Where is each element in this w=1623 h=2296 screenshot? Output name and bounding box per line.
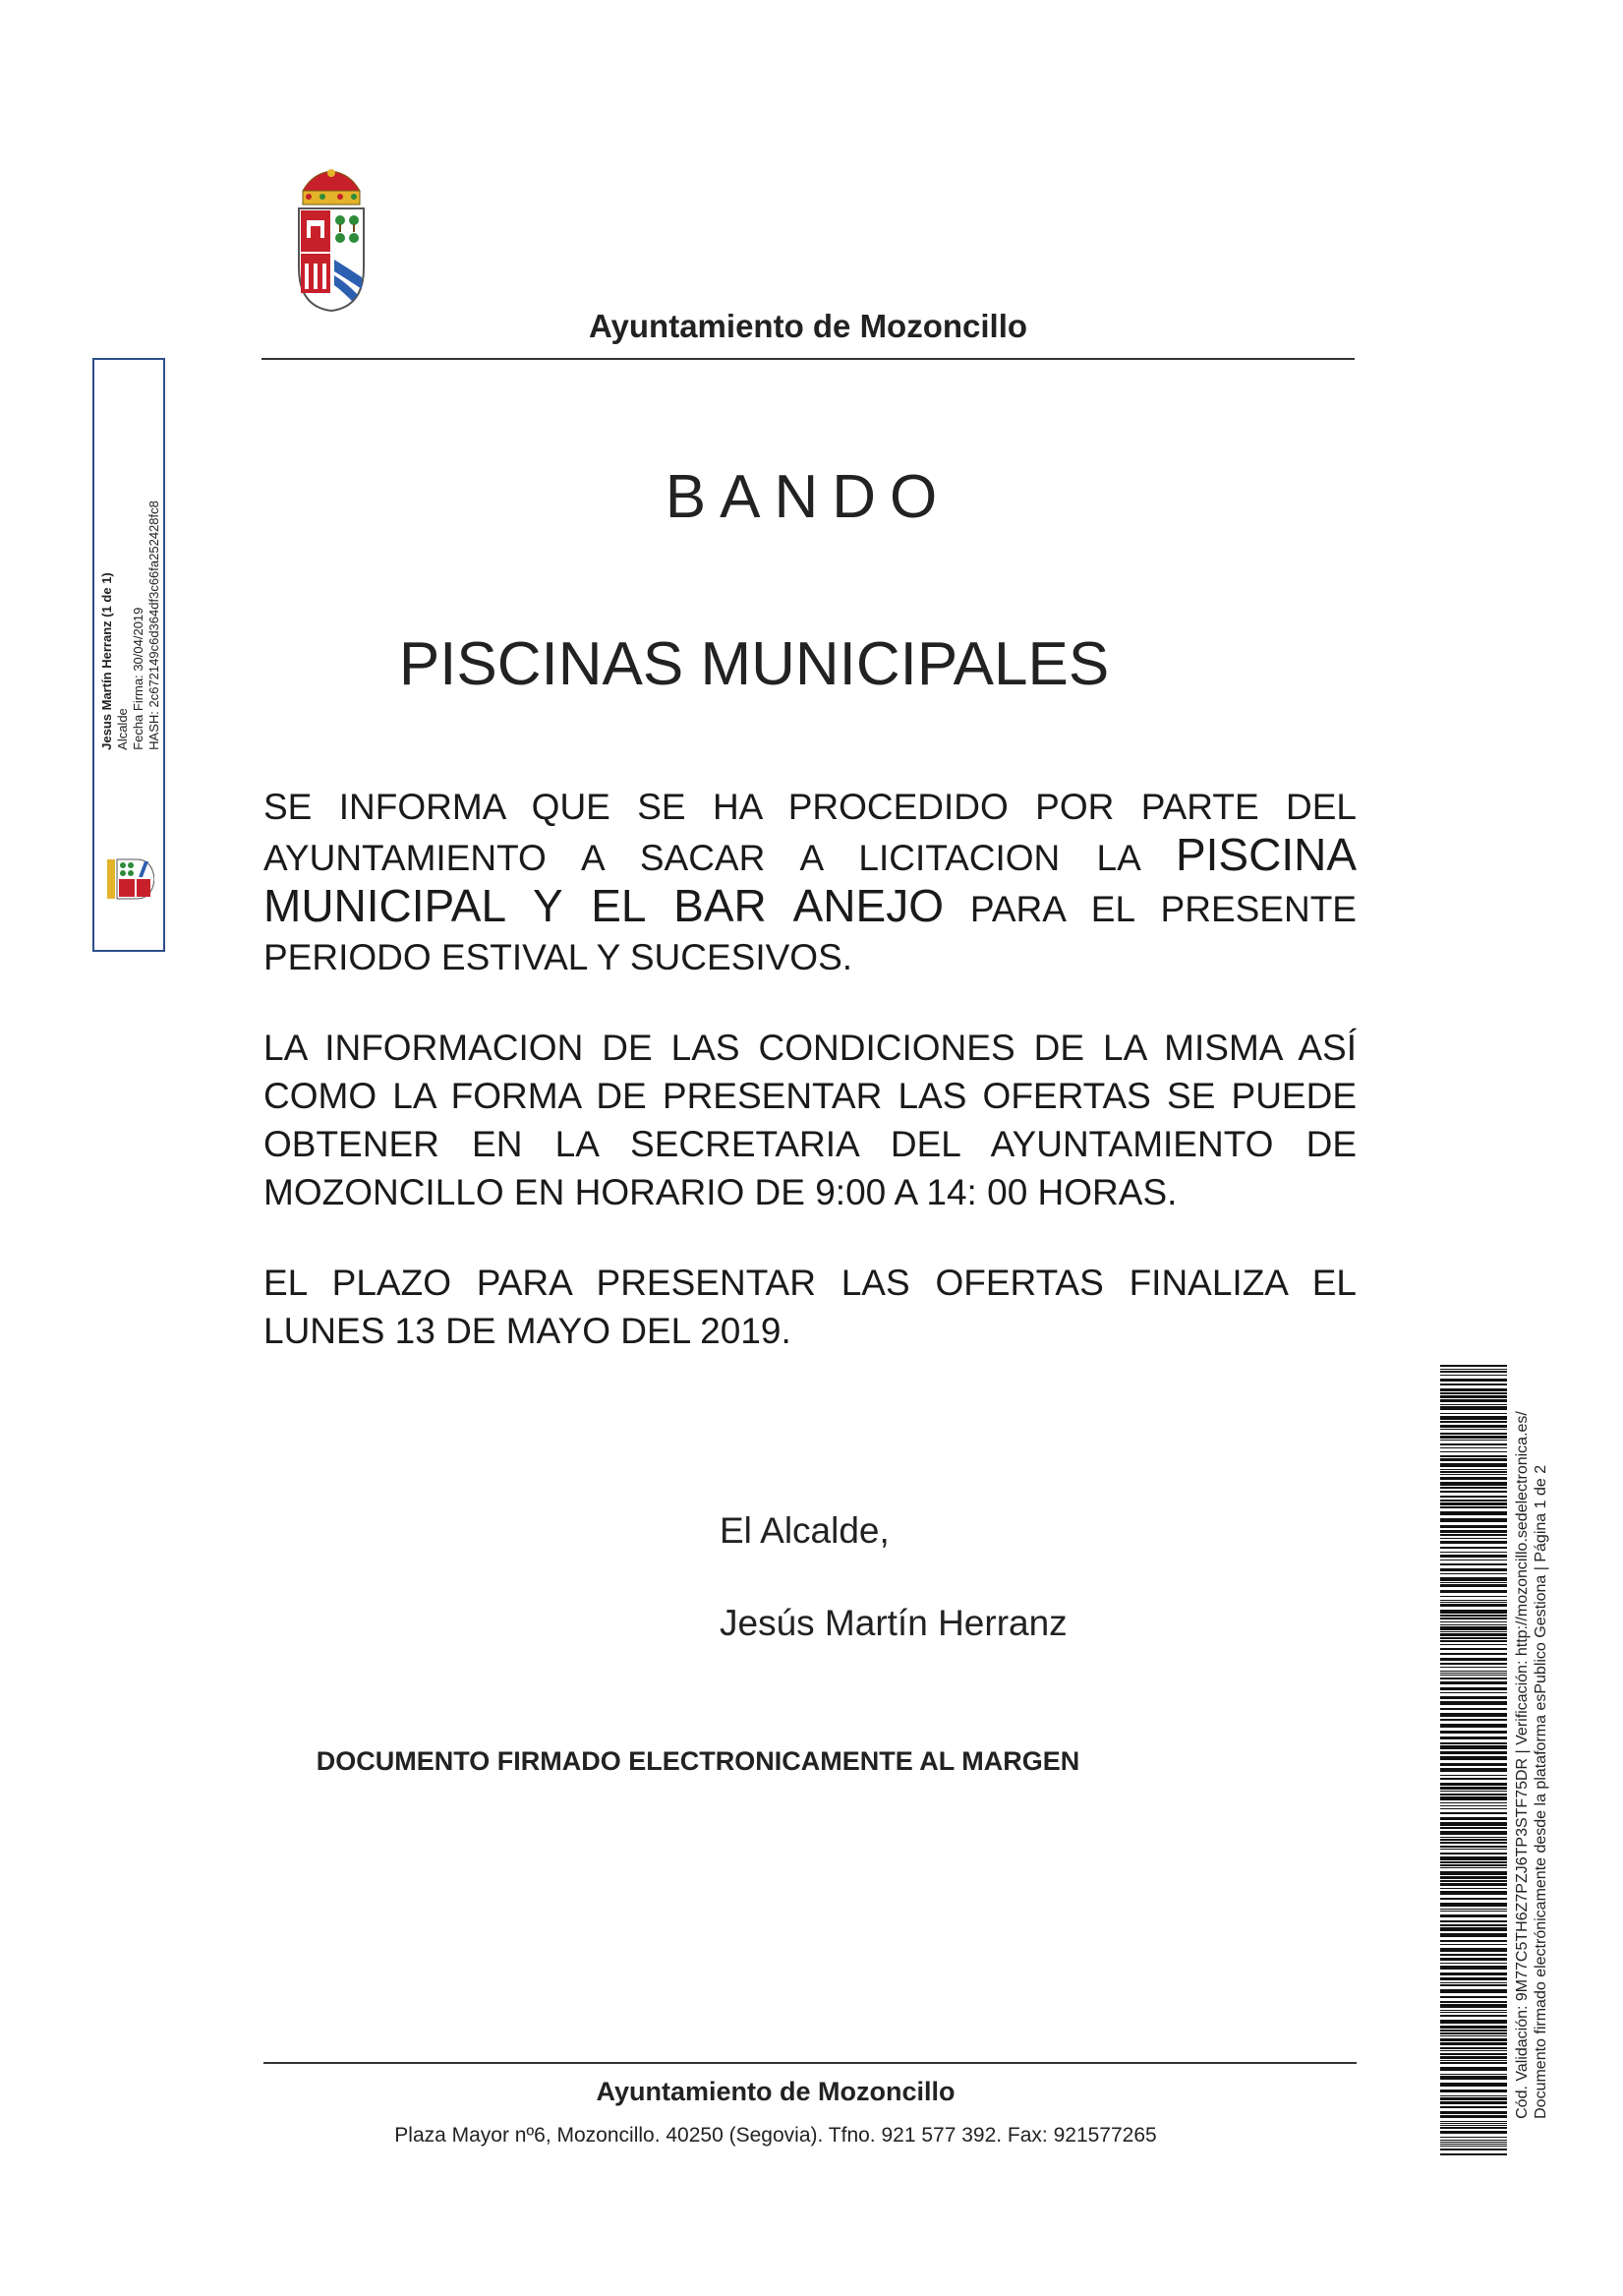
barcode-bar-20 [1440, 1443, 1507, 1445]
barcode-bar-66 [1440, 1633, 1507, 1636]
barcode-bar-139 [1440, 1954, 1507, 1956]
barcode-bar-138 [1440, 1948, 1507, 1952]
barcode-bar-23 [1440, 1455, 1507, 1457]
barcode-bar-36 [1440, 1506, 1507, 1508]
barcode-bar-27 [1440, 1471, 1507, 1473]
barcode-bar-184 [1440, 2140, 1507, 2141]
barcode-bar-147 [1440, 1989, 1507, 1993]
barcode-bar-41 [1440, 1534, 1507, 1536]
barcode-bar-99 [1440, 1787, 1507, 1790]
barcode-bar-174 [1440, 2101, 1507, 2104]
signature-stamp [92, 358, 165, 952]
barcode-bar-13 [1440, 1416, 1507, 1420]
barcode-bar-7 [1440, 1392, 1507, 1394]
barcode-bar-16 [1440, 1429, 1507, 1430]
barcode-bar-125 [1440, 1888, 1507, 1889]
barcode-bar-73 [1440, 1663, 1507, 1665]
barcode-bar-180 [1440, 2125, 1507, 2126]
barcode-bar-4 [1440, 1379, 1507, 1382]
barcode-bar-61 [1440, 1618, 1507, 1619]
barcode-bar-135 [1440, 1933, 1507, 1937]
barcode-bar-127 [1440, 1898, 1507, 1900]
barcode-bar-122 [1440, 1876, 1507, 1879]
barcode-bar-187 [1440, 2146, 1507, 2147]
barcode-bar-146 [1440, 1984, 1507, 1986]
barcode-bar-38 [1440, 1518, 1507, 1522]
barcode-bar-71 [1440, 1653, 1507, 1655]
barcode-bar-152 [1440, 2012, 1507, 2013]
barcode-bar-51 [1440, 1577, 1507, 1581]
page-subtitle: PISCINAS MUNICIPALES [398, 630, 1110, 698]
barcode-bar-86 [1440, 1719, 1507, 1721]
barcode-bar-182 [1440, 2131, 1507, 2134]
barcode-bar-14 [1440, 1421, 1507, 1423]
barcode-bar-178 [1440, 2121, 1507, 2122]
barcode-bar-15 [1440, 1425, 1507, 1428]
barcode-bar-97 [1440, 1778, 1507, 1780]
barcode-bar-172 [1440, 2095, 1507, 2096]
barcode-bar-163 [1440, 2053, 1507, 2055]
barcode-bar-25 [1440, 1463, 1507, 1467]
barcode-bar-150 [1440, 2004, 1507, 2008]
barcode-bar-170 [1440, 2083, 1507, 2087]
barcode-bar-140 [1440, 1958, 1507, 1961]
barcode-bar-92 [1440, 1751, 1507, 1754]
paragraph-1-highlight: PISCINA MUNICIPAL Y EL BAR ANEJO [263, 829, 1357, 931]
barcode-bar-158 [1440, 2035, 1507, 2036]
barcode-bar-75 [1440, 1671, 1507, 1672]
barcode-bar-161 [1440, 2047, 1507, 2049]
barcode-bar-54 [1440, 1590, 1507, 1593]
barcode-bar-123 [1440, 1880, 1507, 1882]
barcode-bar-3 [1440, 1375, 1507, 1376]
barcode-bar-76 [1440, 1673, 1507, 1674]
barcode-bar-11 [1440, 1406, 1507, 1410]
barcode-bar-57 [1440, 1602, 1507, 1603]
barcode-bar-39 [1440, 1525, 1507, 1528]
verification-line-2: Documento firmado electrónicamente desde la plataforma esPublico Gestiona | Página 1 de 2 [1533, 1464, 1549, 2119]
barcode-bar-96 [1440, 1775, 1507, 1776]
barcode-bar-129 [1440, 1909, 1507, 1910]
barcode-bar-154 [1440, 2020, 1507, 2024]
stamp-text [99, 500, 162, 750]
barcode-bar-53 [1440, 1584, 1507, 1587]
barcode-bar-167 [1440, 2067, 1507, 2071]
barcode-bar-2 [1440, 1371, 1507, 1373]
barcode-bar-159 [1440, 2038, 1507, 2041]
barcode-bar-90 [1440, 1742, 1507, 1744]
barcode-bar-1 [1440, 1369, 1507, 1370]
signature-role: El Alcalde, [720, 1510, 890, 1551]
barcode-bar-164 [1440, 2056, 1507, 2059]
barcode-bar-114 [1440, 1846, 1507, 1848]
footer-address: Plaza Mayor nº6, Mozoncillo. 40250 (Segovia). Tfno. 921 577 392. Fax: 921577265 [394, 2124, 1157, 2147]
barcode-bar-62 [1440, 1621, 1507, 1622]
stamp-crest-icon [103, 852, 154, 907]
barcode-bar-83 [1440, 1701, 1507, 1705]
barcode-bar-160 [1440, 2042, 1507, 2045]
barcode-bar-169 [1440, 2076, 1507, 2080]
barcode-bar-33 [1440, 1496, 1507, 1498]
barcode-bar-118 [1440, 1861, 1507, 1863]
barcode-bar-131 [1440, 1914, 1507, 1917]
footer-name: Ayuntamiento de Mozoncillo [596, 2077, 956, 2106]
barcode-bar-106 [1440, 1812, 1507, 1814]
barcode-bar-5 [1440, 1383, 1507, 1385]
barcode-bar-149 [1440, 2001, 1507, 2003]
barcode-bar-81 [1440, 1692, 1507, 1693]
stamp-role: Alcalde [115, 708, 130, 750]
body-text [263, 783, 1357, 1397]
barcode-bar-185 [1440, 2142, 1507, 2143]
barcode-bar-144 [1440, 1977, 1507, 1980]
verification-text [1513, 1411, 1550, 2119]
barcode-bar-46 [1440, 1555, 1507, 1558]
barcode-bar-52 [1440, 1582, 1507, 1583]
barcode-bar-60 [1440, 1615, 1507, 1617]
paragraph-2: LA INFORMACION DE LAS CONDICIONES DE LA MISMA ASÍ COMO LA FORMA DE PRESENTAR LAS OFERTAS SE PUEDE OBTENER EN LA SECRETARIA DEL AYUNTAMIENTO DE MOZONCILLO EN HORARIO DE 9:00 A 14: 00 HORAS. [263, 1028, 1357, 1212]
barcode-bar-29 [1440, 1477, 1507, 1480]
barcode-bar-153 [1440, 2015, 1507, 2017]
barcode-bar-30 [1440, 1482, 1507, 1486]
barcode-bar-70 [1440, 1648, 1507, 1650]
barcode-bar-120 [1440, 1867, 1507, 1868]
barcode-bar-102 [1440, 1796, 1507, 1800]
barcode-bar-88 [1440, 1731, 1507, 1734]
stamp-hash: HASH: 2c672149c6d364df3c66fa252428fc8 [146, 500, 161, 750]
barcode-bar-40 [1440, 1530, 1507, 1533]
barcode-bar-21 [1440, 1447, 1507, 1448]
barcode-bar-9 [1440, 1399, 1507, 1402]
barcode-bar-126 [1440, 1891, 1507, 1895]
page-title: BANDO [665, 463, 952, 531]
barcode-bar-166 [1440, 2062, 1507, 2064]
barcode-bar-145 [1440, 1982, 1507, 1983]
barcode-bar-111 [1440, 1837, 1507, 1838]
barcode-bar-136 [1440, 1940, 1507, 1942]
barcode-bar-24 [1440, 1458, 1507, 1461]
paragraph-1 [263, 783, 1357, 981]
barcode-bar-117 [1440, 1856, 1507, 1860]
barcode-icon [1440, 1365, 1507, 2161]
barcode-bar-113 [1440, 1842, 1507, 1844]
barcode-bar-82 [1440, 1696, 1507, 1699]
barcode-bar-173 [1440, 2097, 1507, 2100]
barcode-bar-134 [1440, 1927, 1507, 1931]
barcode-bar-162 [1440, 2050, 1507, 2051]
barcode-bar-26 [1440, 1469, 1507, 1470]
barcode-bar-104 [1440, 1805, 1507, 1806]
barcode-bar-112 [1440, 1839, 1507, 1841]
barcode-bar-74 [1440, 1667, 1507, 1668]
barcode-bar-64 [1440, 1626, 1507, 1630]
barcode-bar-119 [1440, 1864, 1507, 1866]
barcode-bar-101 [1440, 1794, 1507, 1796]
barcode-bar-94 [1440, 1763, 1507, 1766]
barcode-bar-72 [1440, 1658, 1507, 1661]
barcode-bar-179 [1440, 2123, 1507, 2124]
paragraph-3: EL PLAZO PARA PRESENTAR LAS OFERTAS FINALIZA EL LUNES 13 DE MAYO DEL 2019. [263, 1263, 1357, 1351]
barcode-bar-43 [1440, 1541, 1507, 1544]
barcode-bar-45 [1440, 1552, 1507, 1553]
barcode-bar-22 [1440, 1451, 1507, 1452]
barcode-bar-93 [1440, 1756, 1507, 1760]
barcode-bar-91 [1440, 1745, 1507, 1749]
barcode-bar-17 [1440, 1433, 1507, 1435]
barcode-bar-35 [1440, 1502, 1507, 1505]
barcode-bar-151 [1440, 2010, 1507, 2011]
barcode-bar-171 [1440, 2090, 1507, 2092]
barcode-bar-175 [1440, 2106, 1507, 2108]
barcode-bar-168 [1440, 2074, 1507, 2075]
barcode-bar-116 [1440, 1853, 1507, 1854]
barcode-bar-65 [1440, 1631, 1507, 1632]
paragraph-1-start: SE INFORMA QUE SE HA PROCEDIDO POR PARTE DEL AYUNTAMIENTO A SACAR A LICITACION LA [263, 787, 1357, 878]
barcode-bar-100 [1440, 1791, 1507, 1792]
coat-of-arms-icon [293, 169, 370, 313]
barcode-bar-133 [1440, 1924, 1507, 1926]
barcode-bar-107 [1440, 1817, 1507, 1820]
barcode-bar-137 [1440, 1944, 1507, 1945]
footer-divider [263, 2062, 1357, 2064]
electronic-signature-note: DOCUMENTO FIRMADO ELECTRONICAMENTE AL MARGEN [316, 1746, 1080, 1776]
barcode-bar-69 [1440, 1644, 1507, 1645]
barcode-bar-103 [1440, 1802, 1507, 1803]
barcode-bar-89 [1440, 1737, 1507, 1739]
verification-line-1: Cód. Validación: 9M77C5TH6Z7PZJ6TP3STF75DR | Verificación: http://mozoncillo.sedelectronica.es/ [1514, 1411, 1531, 2119]
stamp-signer: Jesus Martín Herranz (1 de 1) [99, 572, 114, 750]
barcode-bar-80 [1440, 1687, 1507, 1690]
barcode-bar-156 [1440, 2030, 1507, 2031]
barcode-bar-176 [1440, 2111, 1507, 2114]
barcode-bar-108 [1440, 1822, 1507, 1826]
barcode-bar-0 [1440, 1365, 1507, 1367]
barcode-bar-143 [1440, 1972, 1507, 1975]
barcode-bar-128 [1440, 1903, 1507, 1907]
barcode-bar-85 [1440, 1713, 1507, 1717]
barcode-bar-6 [1440, 1388, 1507, 1391]
barcode-bar-58 [1440, 1604, 1507, 1607]
barcode-bar-124 [1440, 1883, 1507, 1886]
barcode-bar-31 [1440, 1487, 1507, 1489]
barcode-bar-42 [1440, 1538, 1507, 1539]
header-title: Ayuntamiento de Mozoncillo [588, 308, 1028, 344]
barcode-bar-18 [1440, 1436, 1507, 1439]
barcode-bar-56 [1440, 1600, 1507, 1601]
barcode-bar-87 [1440, 1724, 1507, 1728]
barcode-bar-19 [1440, 1440, 1507, 1441]
barcode-bar-115 [1440, 1849, 1507, 1850]
barcode-bar-98 [1440, 1783, 1507, 1786]
barcode-bar-148 [1440, 1996, 1507, 1998]
barcode-bar-121 [1440, 1871, 1507, 1875]
barcode-bar-67 [1440, 1637, 1507, 1639]
barcode-bar-32 [1440, 1491, 1507, 1493]
signature-name: Jesús Martín Herranz [720, 1603, 1068, 1643]
barcode-bar-109 [1440, 1827, 1507, 1829]
barcode-bar-105 [1440, 1808, 1507, 1809]
header-divider [261, 358, 1355, 360]
barcode-bar-79 [1440, 1681, 1507, 1684]
barcode-bar-59 [1440, 1610, 1507, 1614]
barcode-bar-157 [1440, 2032, 1507, 2034]
barcode-bar-110 [1440, 1831, 1507, 1835]
barcode-bar-181 [1440, 2127, 1507, 2129]
barcode-bar-132 [1440, 1920, 1507, 1922]
barcode-bar-186 [1440, 2144, 1507, 2145]
barcode-bar-155 [1440, 2026, 1507, 2029]
barcode-bar-12 [1440, 1413, 1507, 1414]
stamp-date: Fecha Firma: 30/04/2019 [131, 607, 145, 750]
barcode-bar-55 [1440, 1596, 1507, 1597]
barcode-bar-44 [1440, 1547, 1507, 1549]
barcode-bar-78 [1440, 1678, 1507, 1679]
barcode-bar-68 [1440, 1640, 1507, 1642]
barcode-bar-189 [1440, 2153, 1507, 2155]
barcode-bar-95 [1440, 1768, 1507, 1772]
barcode-bar-37 [1440, 1511, 1507, 1515]
barcode-bar-188 [1440, 2149, 1507, 2150]
paragraph-1-end: PARA EL PRESENTE PERIODO ESTIVAL Y SUCESIVOS. [263, 889, 1357, 977]
barcode-bar-63 [1440, 1624, 1507, 1625]
barcode-bar-10 [1440, 1404, 1507, 1405]
barcode-bar-77 [1440, 1675, 1507, 1676]
barcode-bar-8 [1440, 1395, 1507, 1398]
barcode-bar-183 [1440, 2137, 1507, 2138]
barcode-bar-165 [1440, 2060, 1507, 2061]
barcode-bar-48 [1440, 1563, 1507, 1565]
barcode-bar-84 [1440, 1708, 1507, 1710]
barcode-bar-49 [1440, 1568, 1507, 1571]
barcode-bar-50 [1440, 1573, 1507, 1574]
barcode-bar-28 [1440, 1474, 1507, 1475]
barcode-bar-130 [1440, 1911, 1507, 1912]
barcode-bar-141 [1440, 1963, 1507, 1964]
barcode-bar-34 [1440, 1500, 1507, 1501]
barcode-bar-142 [1440, 1966, 1507, 1970]
barcode-bar-177 [1440, 2115, 1507, 2118]
